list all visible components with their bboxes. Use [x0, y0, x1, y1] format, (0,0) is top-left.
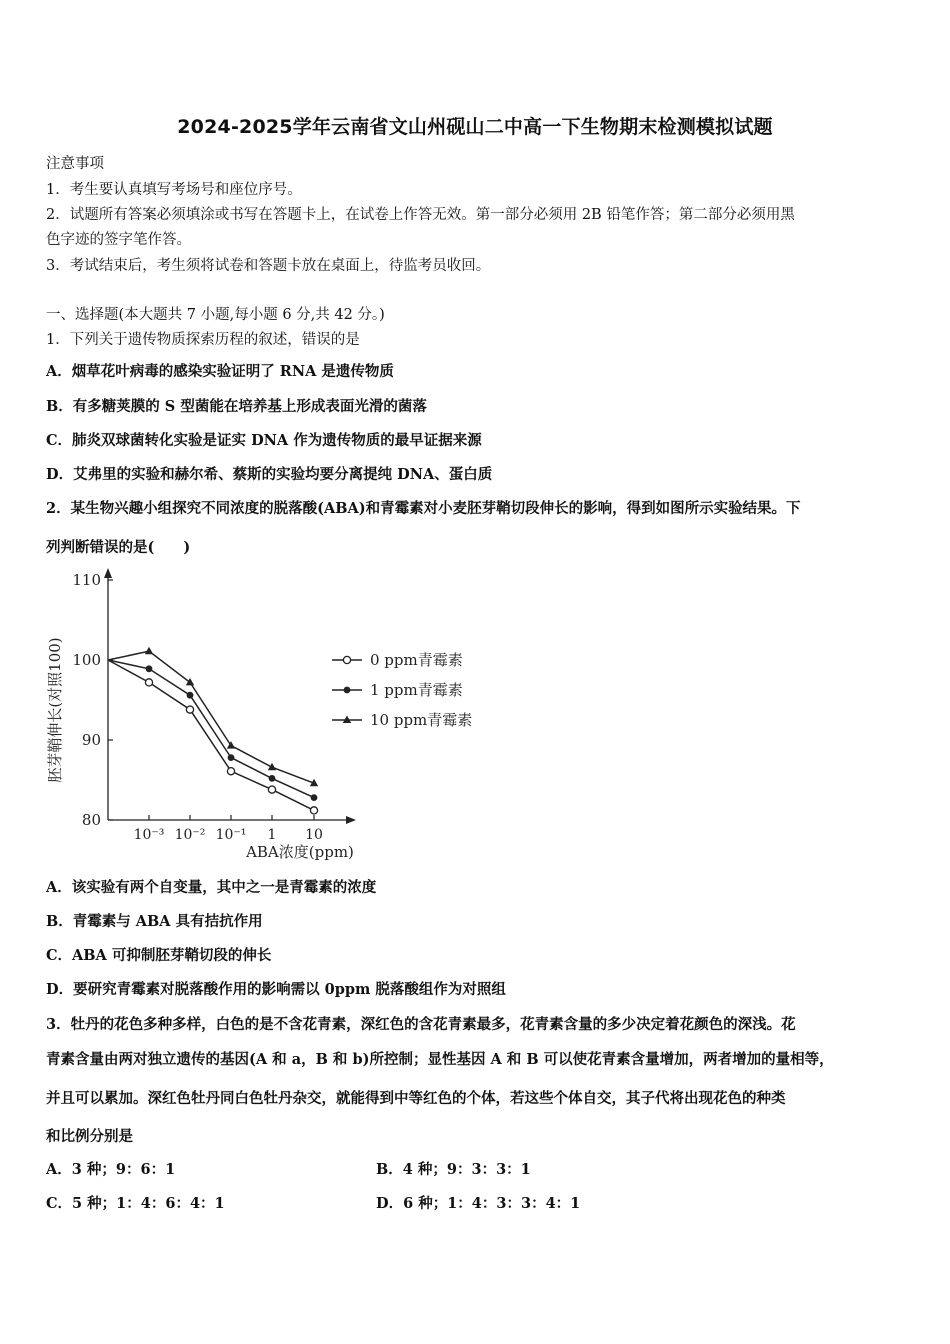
q3-line-4: 和比例分别是	[46, 1128, 133, 1145]
series-line	[108, 660, 314, 798]
q3-option-d: D．6 种；1：4：3：3：4：1	[376, 1195, 581, 1212]
data-point	[186, 706, 193, 713]
data-point	[343, 656, 350, 663]
q1-stem: 1．下列关于遗传物质探索历程的叙述，错误的是	[46, 332, 360, 348]
x-tick-label: 10⁻²	[174, 827, 206, 843]
x-tick-label: 10⁻¹	[215, 827, 247, 843]
chart-legend	[332, 651, 472, 729]
notice-item-2: 2．试题所有答案必须填涂或书写在答题卡上，在试卷上作答无效。第一部分必须用 2B 铅笔作答；第二部分必须用黑	[46, 207, 795, 223]
y-tick-label: 100	[72, 651, 101, 669]
q1-option-a: A．烟草花叶病毒的感染实验证明了 RNA 是遗传物质	[46, 363, 394, 380]
notice-item-3: 3．考试结束后，考生须将试卷和答题卡放在桌面上，待监考员收回。	[46, 258, 491, 274]
q1-option-c: C．肺炎双球菌转化实验是证实 DNA 作为遗传物质的最早证据来源	[46, 432, 482, 449]
y-tick-label: 80	[81, 811, 101, 829]
chart-series	[108, 647, 318, 814]
q3-line-3: 并且可以累加。深红色牡丹同白色牡丹杂交，就能得到中等红色的个体，若这些个体自交，其子代将出现花色的种类	[46, 1090, 786, 1107]
legend-entry	[332, 681, 463, 699]
page-title: 2024-2025学年云南省文山州砚山二中高一下生物期末检测模拟试题	[177, 116, 773, 138]
q2-option-a: A．该实验有两个自变量，其中之一是青霉素的浓度	[46, 879, 377, 896]
data-point	[344, 687, 351, 694]
x-tick-label: 10⁻³	[133, 827, 165, 843]
y-axis-arrow	[104, 568, 112, 578]
legend-label: 1 ppm青霉素	[370, 681, 463, 699]
series-2	[108, 647, 318, 787]
q2-option-c: C．ABA 可抑制胚芽鞘切段的伸长	[46, 947, 272, 964]
data-point	[227, 768, 234, 775]
chart-axes	[46, 568, 356, 861]
q3-option-b: B．4 种；9：3：3：1	[376, 1161, 531, 1178]
q3-line-2: 青素含量由两对独立遗传的基因(A 和 a，B 和 b)所控制；显性基因 A 和 B 可以使花青素含量增加，两者增加的量相等，	[46, 1051, 834, 1068]
q2-option-d: D．要研究青霉素对脱落酸作用的影响需以 0ppm 脱落酸组作为对照组	[46, 981, 506, 998]
q3-option-a: A．3 种；9：6：1	[46, 1161, 176, 1178]
q3-line-1: 3．牡丹的花色多种多样，白色的是不含花青素，深红色的含花青素最多，花青素含量的多少决定着花颜色的深浅。花	[46, 1016, 796, 1033]
q3-option-c: C．5 种；1：4：6：4：1	[46, 1195, 225, 1212]
data-point	[145, 647, 153, 655]
data-point	[311, 794, 318, 801]
x-tick-label: 1	[267, 827, 277, 843]
data-point	[310, 807, 317, 814]
data-point	[146, 665, 153, 672]
legend-entry	[332, 651, 463, 669]
data-point	[269, 775, 276, 782]
q2-stem-line1: 2．某生物兴趣小组探究不同浓度的脱落酸(ABA)和青霉素对小麦胚芽鞘切段伸长的影响，得到如图所示实验结果。下	[46, 500, 801, 517]
x-tick-label: 10	[305, 827, 323, 843]
data-point	[145, 679, 152, 686]
legend-label: 10 ppm青霉素	[370, 711, 473, 729]
legend-label: 0 ppm青霉素	[370, 651, 463, 669]
notice-item-2-cont: 色字迹的签字笔作答。	[46, 232, 191, 248]
y-axis-label: 胚芽鞘伸长(对照100)	[46, 637, 64, 783]
q1-option-d: D．艾弗里的实验和赫尔希、蔡斯的实验均要分离提纯 DNA、蛋白质	[46, 466, 493, 483]
notice-item-1: 1．考生要认真填写考场号和座位序号。	[46, 182, 302, 198]
q2-option-b: B．青霉素与 ABA 具有拮抗作用	[46, 913, 263, 930]
series-line	[108, 660, 314, 810]
q2-stem-line2: 列判断错误的是( )	[46, 539, 191, 556]
data-point	[268, 786, 275, 793]
series-1	[108, 660, 317, 801]
data-point	[228, 754, 235, 761]
y-tick-label: 110	[72, 571, 101, 589]
x-axis-label: ABA浓度(ppm)	[246, 843, 354, 861]
data-point	[187, 692, 194, 699]
aba-chart	[40, 565, 500, 865]
x-axis-arrow	[346, 816, 356, 824]
section-heading: 一、选择题(本大题共 7 小题,每小题 6 分,共 42 分。)	[46, 307, 385, 323]
y-tick-label: 90	[81, 731, 101, 749]
series-0	[108, 660, 318, 814]
q1-option-b: B．有多糖荚膜的 S 型菌能在培养基上形成表面光滑的菌落	[46, 398, 427, 415]
notice-heading: 注意事项	[46, 156, 104, 172]
legend-entry	[332, 711, 472, 729]
data-point	[186, 678, 194, 686]
series-line	[108, 651, 314, 783]
